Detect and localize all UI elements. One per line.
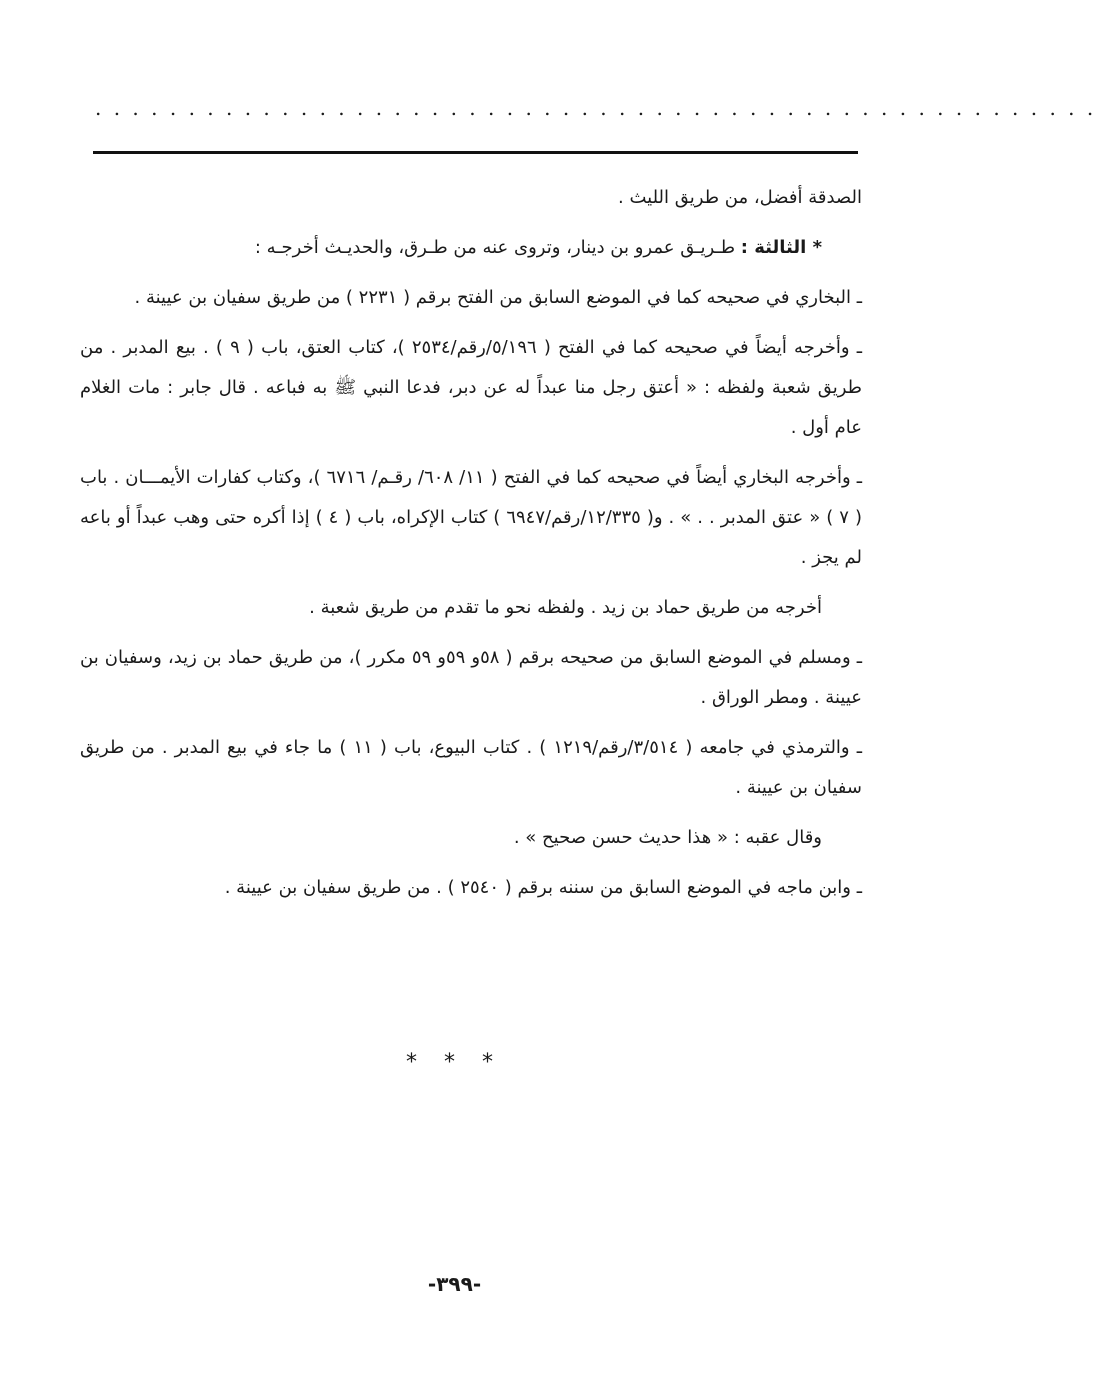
paragraph-2-text: طـريـق عمرو بن دينار، وتروى عنه من طـرق، والحديـث أخرجـه : — [254, 237, 741, 258]
paragraph-4: ـ وأخرجه أيضاً في صحيحه كما في الفتح ( ٥/١٩٦/رقم/٢٥٣٤ )، كتاب العتق، باب ( ٩ ) . بيع المدبر . من طريق شعبة ولفظه : « أعتق رجل منا عبداً له عن دبر، فدعا النبي ﷺ به فباعه . قال جابر : مات الغلام عام أول . — [80, 337, 862, 438]
paragraph-9: وقال عقبه : « هذا حديث حسن صحيح » . — [513, 827, 822, 848]
paragraph-6: أخرجه من طريق حماد بن زيد . ولفظه نحو ما تقدم من طريق شعبة . — [309, 597, 822, 618]
horizontal-rule — [93, 151, 858, 154]
paragraph-8: ـ والترمذي في جامعه ( ٣/٥١٤/رقم/١٢١٩ ) . كتاب البيوع، باب ( ١١ ) ما جاء في بيع المدبر . من طريق سفيان بن عيينة . — [80, 737, 863, 798]
ellipsis-separator: . . . . . . . . . . . . . . . . . . . . . . . . . . . . . . . . . . . . . . . . . . . . . . . . . . . . . . — [95, 96, 1096, 120]
section-end-stars: * * * — [406, 1050, 503, 1075]
paragraph-3: ـ البخاري في صحيحه كما في الموضع السابق من الفتح برقم ( ٢٢٣١ ) من طريق سفيان بن عيينة . — [134, 287, 862, 308]
page-number: -٣٩٩- — [427, 1272, 482, 1296]
paragraph-5: ـ وأخرجه البخاري أيضاً في صحيحه كما في الفتح ( ١١/ ٦٠٨/ رقـم/ ٦٧١٦ )، وكتاب كفارات الأيمـــان . باب ( ٧ ) « عتق المدبر . . » . و( ١٢/٣٣٥/رقم/٦٩٤٧ ) كتاب الإكراه، باب ( ٤ ) إذا أكره حتى وهب عبداً أو باعه لم يجز . — [80, 467, 862, 568]
main-text — [80, 178, 862, 908]
paragraph-7: ـ ومسلم في الموضع السابق من صحيحه برقم ( ٥٨و ٥٩و ٥٩ مكرر )، من طريق حماد بن زيد، وسفيان بن عيينة . ومطر الوراق . — [80, 647, 862, 708]
paragraph-1: الصدقة أفضل، من طريق الليث . — [618, 187, 862, 208]
paragraph-10: ـ وابن ماجه في الموضع السابق من سننه برقم ( ٢٥٤٠ ) . من طريق سفيان بن عيينة . — [224, 877, 862, 898]
paragraph-2-lead: * الثالثة : — [740, 237, 822, 258]
paragraph-2 — [80, 228, 862, 268]
